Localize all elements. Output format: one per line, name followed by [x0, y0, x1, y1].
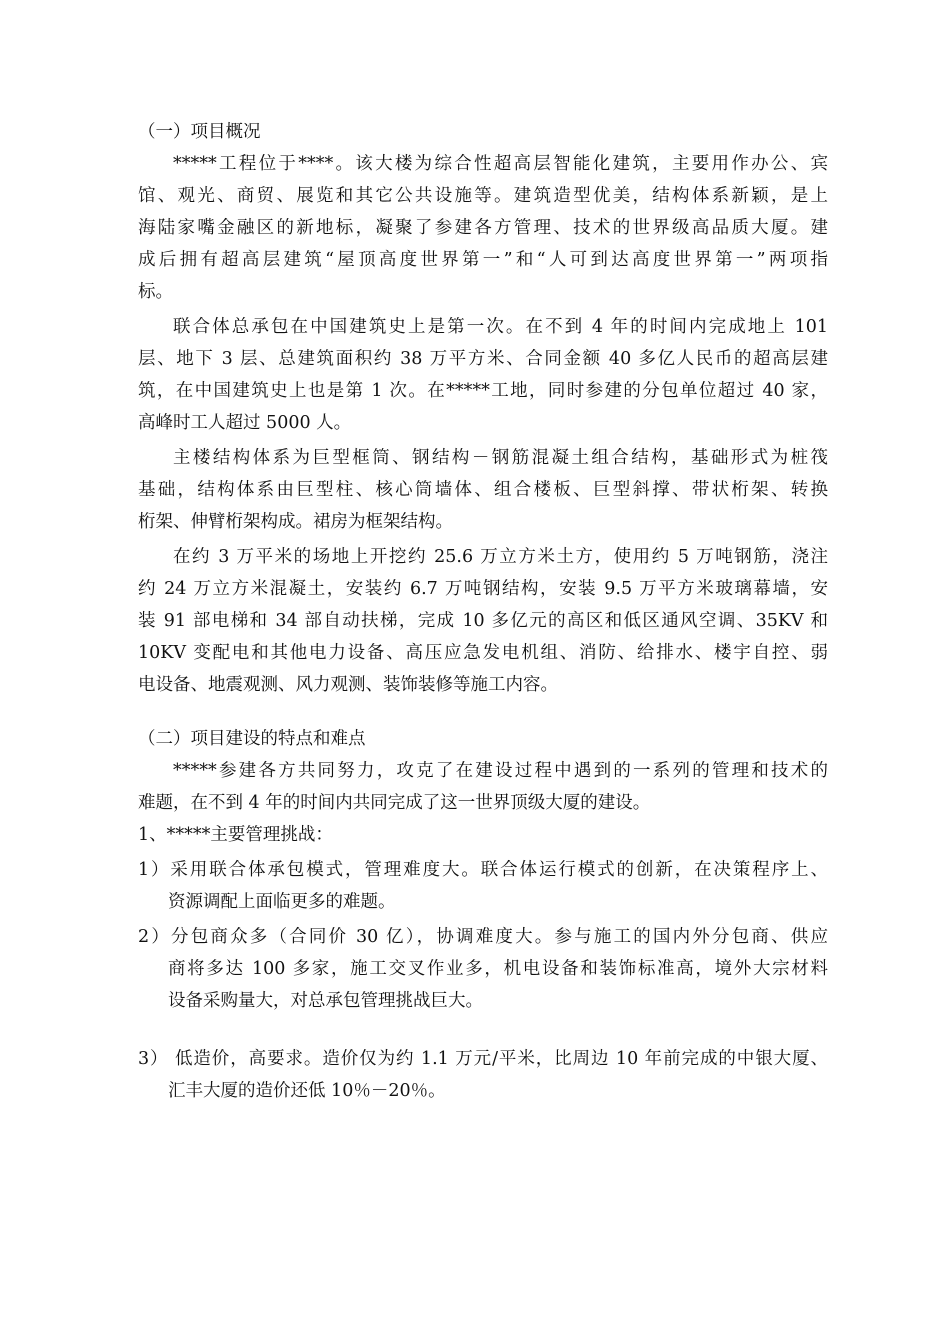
text-line: 高峰时工人超过 5000 人。 — [138, 413, 352, 433]
text-line: 电设备、地震观测、风力观测、装饰装修等施工内容。 — [138, 675, 558, 695]
overview-paragraph-2 — [138, 311, 828, 439]
list-item — [138, 854, 828, 918]
section-heading-overview: （一）项目概况 — [138, 122, 261, 142]
overview-paragraph-1 — [138, 148, 828, 308]
challenges-intro — [138, 755, 828, 819]
text-line: 设备采购量大，对总承包管理挑战巨大。 — [168, 991, 483, 1011]
text-line: 层、地下 3 层、总建筑面积约 38 万平方米、合同金额 40 多亿人民币的超高层建 — [138, 349, 828, 369]
text-line: 3） 低造价，高要求。造价仅为约 1.1 万元/平米，比周边 10 年前完成的中银大厦、 — [138, 1049, 828, 1069]
overview-paragraph-4 — [138, 541, 828, 701]
text-line: 10KV 变配电和其他电力设备、高压应急发电机组、消防、给排水、楼宇自控、弱 — [138, 643, 828, 663]
overview-paragraph-3 — [138, 442, 828, 538]
text-line: 装 91 部电梯和 34 部自动扶梯，完成 10 多亿元的高区和低区通风空调、35KV 和 — [138, 611, 828, 631]
text-line: 在约 3 万平米的场地上开挖约 25.6 万立方米土方，使用约 5 万吨钢筋，浇注 — [173, 547, 828, 567]
text-line: 主楼结构体系为巨型框筒、钢结构－钢筋混凝土组合结构，基础形式为桩筏 — [173, 448, 828, 468]
document-page — [138, 116, 828, 1107]
text-line: 筑，在中国建筑史上也是第 1 次。在*****工地，同时参建的分包单位超过 40 家， — [138, 381, 828, 401]
text-line: 难题，在不到 4 年的时间内共同完成了这一世界顶级大厦的建设。 — [138, 793, 651, 813]
text-line: 馆、观光、商贸、展览和其它公共设施等。建筑造型优美，结构体系新颖，是上 — [138, 186, 828, 206]
text-line: 资源调配上面临更多的难题。 — [168, 892, 396, 912]
text-line: 商将多达 100 多家，施工交叉作业多，机电设备和装饰标准高，境外大宗材料 — [168, 959, 828, 979]
text-line: 标。 — [138, 282, 173, 302]
text-line: 约 24 万立方米混凝土，安装约 6.7 万吨钢结构，安装 9.5 万平方米玻璃幕墙，安 — [138, 579, 828, 599]
sub-heading-management: 1、*****主要管理挑战： — [138, 825, 333, 845]
text-line: 成后拥有超高层建筑“屋顶高度世界第一”和“人可到达高度世界第一”两项指 — [138, 250, 828, 270]
text-line: 基础，结构体系由巨型柱、核心筒墙体、组合楼板、巨型斜撑、带状桁架、转换 — [138, 480, 828, 500]
text-line: 2）分包商众多（合同价 30 亿），协调难度大。参与施工的国内外分包商、供应 — [138, 927, 828, 947]
list-item — [138, 1043, 828, 1107]
text-line: 汇丰大厦的造价还低 10％－20％。 — [168, 1081, 446, 1101]
text-line: 桁架、伸臂桁架构成。裙房为框架结构。 — [138, 512, 453, 532]
text-line: 联合体总承包在中国建筑史上是第一次。在不到 4 年的时间内完成地上 101 — [173, 317, 828, 337]
section-heading-challenges: （二）项目建设的特点和难点 — [138, 729, 366, 749]
text-line: *****参建各方共同努力，攻克了在建设过程中遇到的一系列的管理和技术的 — [173, 761, 828, 781]
text-line: 1）采用联合体承包模式，管理难度大。联合体运行模式的创新，在决策程序上、 — [138, 860, 828, 880]
text-line: *****工程位于****。该大楼为综合性超高层智能化建筑，主要用作办公、宾 — [173, 154, 828, 174]
text-line: 海陆家嘴金融区的新地标，凝聚了参建各方管理、技术的世界级高品质大厦。建 — [138, 218, 828, 238]
list-item — [138, 921, 828, 1017]
